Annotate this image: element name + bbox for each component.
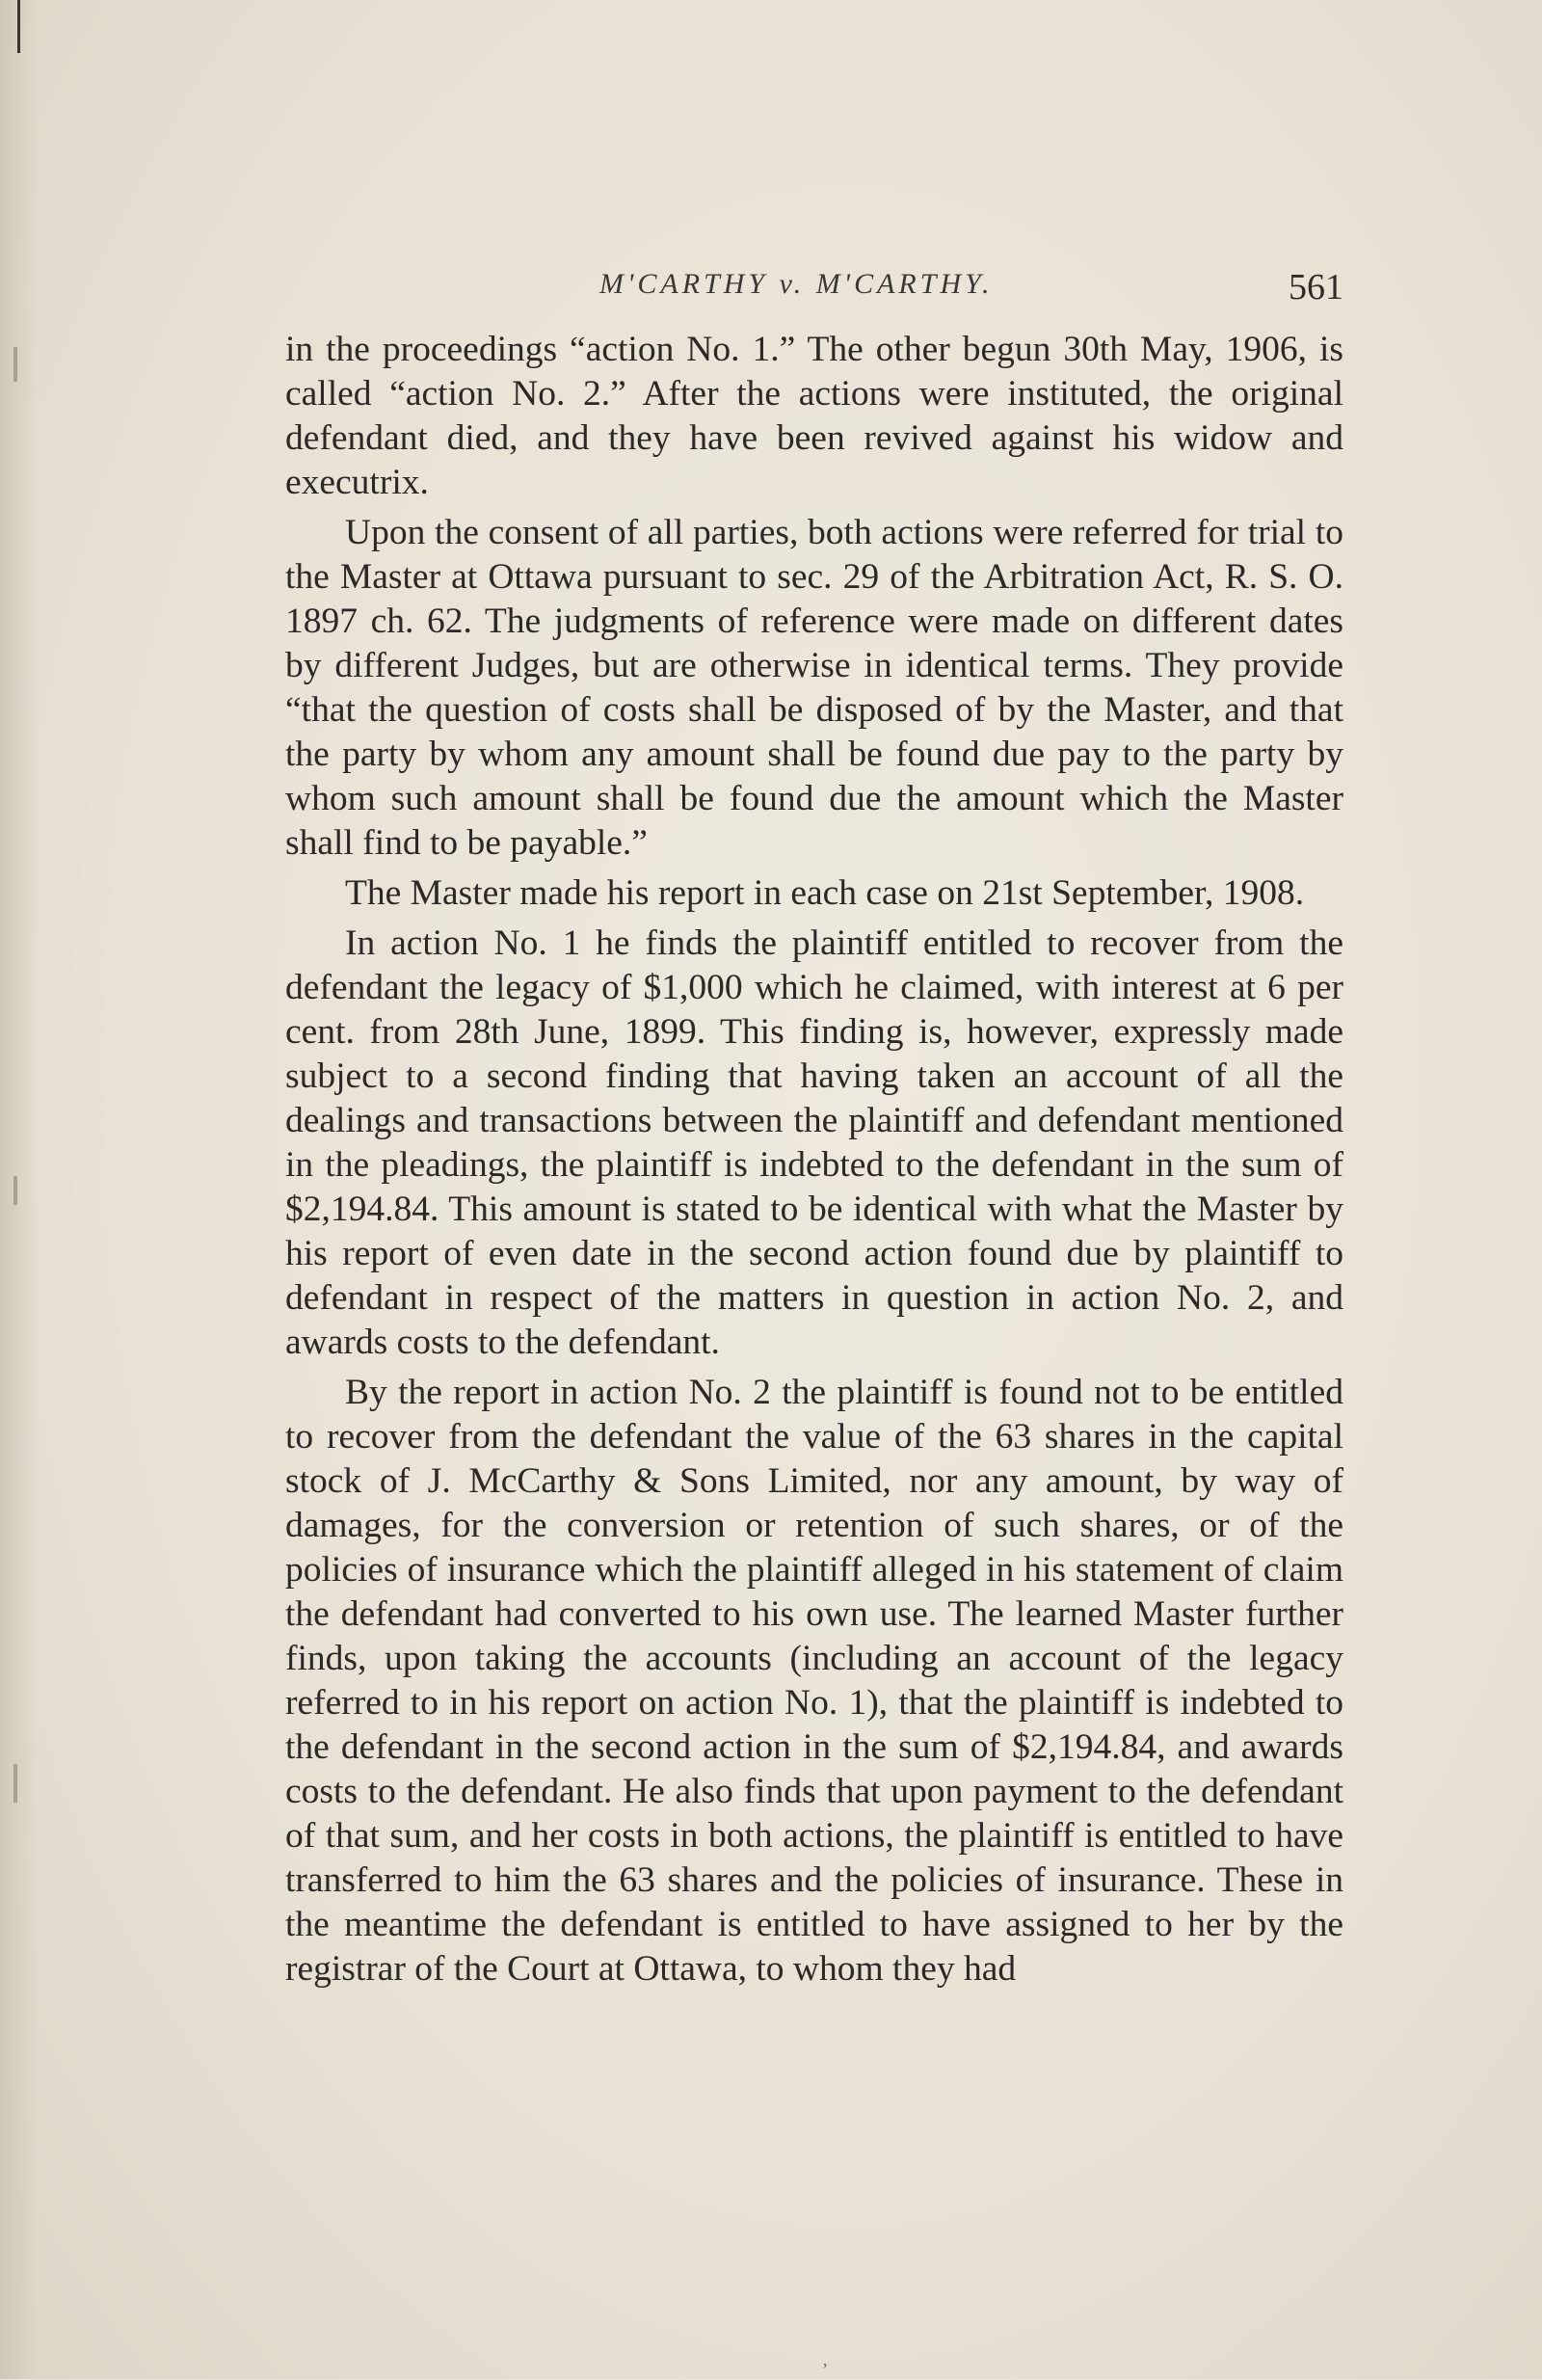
binding-speck	[13, 1176, 17, 1205]
paragraph: By the report in action No. 2 the plaintiff is found not to be entitled to recover from the defendant the value of the 63 shares in the capital stock of J. McCarthy & Sons Limited, nor any amount, by way of damages, for the conversion or retention of such shares, or of the policies of insurance which the plaintiff alleged in his statement of claim the defendant had converted to his own use. The learned Master further finds, upon taking the accounts (including an account of the legacy referred to in his report on action No. 1), that the plaintiff is indebted to the defendant in the second action in the sum of $2,194.84, and awards costs to the defendant. He also finds that upon payment to the defendant of that sum, and her costs in both actions, the plaintiff is entitled to have transferred to him the 63 shares and the policies of insurance. These in the meantime the defendant is entitled to have assigned to her by the registrar of the Court at Ottawa, to whom they had	[285, 1373, 1343, 1989]
binding-speck	[13, 1764, 17, 1803]
binding-mark	[17, 0, 20, 53]
paragraph: In action No. 1 he finds the plaintiff entitled to recover from the defendant the legacy of $1,000 which he claimed, with interest at 6 per cent. from 28th June, 1899. This finding is, however, expressly made subject to a second finding that having taken an account of all the dealings and transactions between the plaintiff and defendant mentioned in the pleadings, the plaintiff is indebted to the defendant in the sum of $2,194.84. This amount is stated to be identical with what the Master by his report of even date in the second action found due by plaintiff to defendant in respect of the matters in question in action No. 2, and awards costs to the defendant.	[285, 923, 1343, 1362]
paragraph: in the proceedings “action No. 1.” The other begun 30th May, 1906, is called “action No. 2.” After the actions were instituted, the original defendant died, and they have been revived against his widow and executrix.	[285, 330, 1343, 502]
paragraph: Upon the consent of all parties, both actions were referred for trial to the Master at Ottawa pursuant to sec. 29 of the Arbitration Act, R. S. O. 1897 ch. 62. The judgments of reference were made on different dates by different Judges, but are otherwise in identical terms. They provide “that the question of costs shall be disposed of by the Master, and that the party by whom any amount shall be found due pay to the party by whom such amount shall be found due the amount which the Master shall find to be payable.”	[285, 513, 1343, 863]
ink-speck: ʼ	[822, 2360, 828, 2379]
binding-speck	[13, 347, 17, 382]
binding-shadow	[0, 0, 39, 2379]
body-text	[285, 328, 1343, 1997]
running-head	[285, 258, 1345, 316]
paragraph: The Master made his report in each case on 21st September, 1908.	[345, 873, 1305, 913]
page-number: 561	[1289, 267, 1343, 308]
running-title: M'CARTHY v. M'CARTHY.	[599, 268, 994, 300]
